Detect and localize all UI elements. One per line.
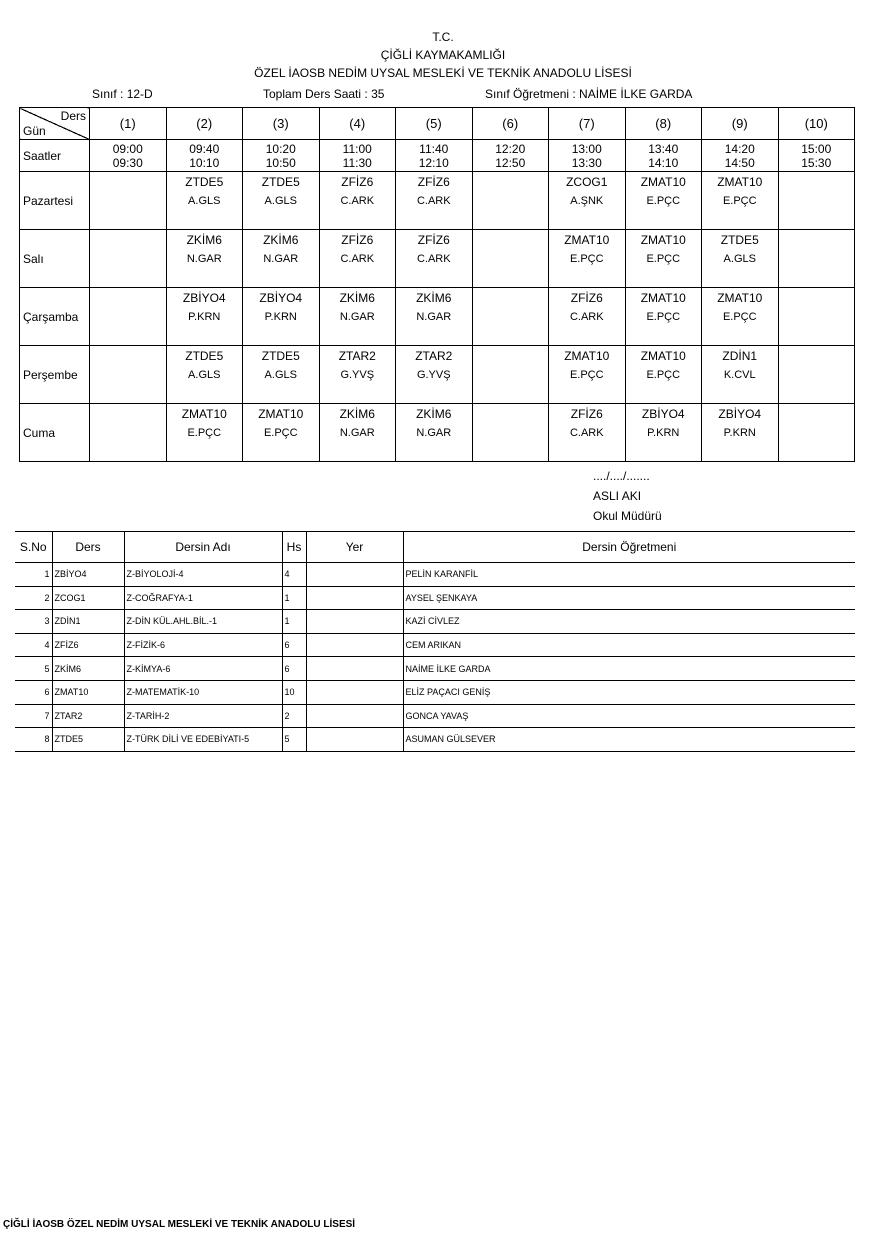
class-label: Sınıf : bbox=[92, 87, 124, 101]
times-row bbox=[20, 140, 855, 172]
lesson-code: ZTDE5 bbox=[185, 349, 224, 363]
course-cell: 1 bbox=[282, 586, 306, 610]
lesson-teacher: N.GAR bbox=[416, 427, 452, 439]
lesson-cell bbox=[166, 404, 243, 462]
course-cell: ZTDE5 bbox=[52, 728, 124, 752]
period-header: (9) bbox=[702, 108, 779, 140]
lesson-code: ZTDE5 bbox=[261, 175, 300, 189]
lesson-cell bbox=[90, 230, 167, 288]
course-cell: 3 bbox=[15, 610, 52, 634]
course-cell: 10 bbox=[282, 680, 306, 704]
day-name: Cuma bbox=[20, 404, 90, 462]
course-cell: ZKİM6 bbox=[52, 657, 124, 681]
lesson-cell bbox=[90, 404, 167, 462]
lesson-cell bbox=[625, 288, 702, 346]
lesson-cell bbox=[319, 230, 396, 288]
course-cell: 1 bbox=[282, 610, 306, 634]
course-cell: NAİME İLKE GARDA bbox=[403, 657, 855, 681]
lesson-teacher: C.ARK bbox=[569, 311, 604, 323]
lesson-code: ZFİZ6 bbox=[341, 175, 374, 189]
lesson-teacher: E.PÇC bbox=[569, 369, 604, 381]
lesson-code: ZMAT10 bbox=[640, 175, 686, 189]
lesson-cell bbox=[702, 404, 779, 462]
course-cell bbox=[306, 610, 403, 634]
lesson-cell bbox=[472, 346, 549, 404]
course-cell: 6 bbox=[282, 657, 306, 681]
time-start: 13:00 bbox=[571, 141, 602, 156]
lesson-teacher: E.PÇC bbox=[722, 195, 757, 207]
course-row bbox=[15, 563, 855, 587]
course-cell: Z-COĞRAFYA-1 bbox=[124, 586, 282, 610]
time-cell bbox=[625, 140, 702, 172]
lesson-cell bbox=[778, 346, 855, 404]
lesson-teacher: G.YVŞ bbox=[340, 369, 375, 381]
lesson-teacher: E.PÇC bbox=[646, 195, 681, 207]
lesson-cell bbox=[472, 288, 549, 346]
lesson-teacher: N.GAR bbox=[339, 311, 375, 323]
course-cell bbox=[306, 680, 403, 704]
course-list-table bbox=[15, 531, 855, 752]
lesson-cell bbox=[243, 288, 320, 346]
list-column-header: Dersin Öğretmeni bbox=[403, 532, 855, 563]
header-line-1: T.C. bbox=[432, 30, 454, 44]
period-header: (4) bbox=[319, 108, 396, 140]
period-header: (8) bbox=[625, 108, 702, 140]
lesson-code: ZFİZ6 bbox=[341, 233, 374, 247]
signature-date: ..../..../....... bbox=[593, 469, 650, 483]
lesson-teacher: P.KRN bbox=[264, 311, 297, 323]
lesson-teacher: A.GLS bbox=[264, 369, 297, 381]
lesson-cell bbox=[243, 230, 320, 288]
lesson-teacher: E.PÇC bbox=[722, 311, 757, 323]
time-end: 10:50 bbox=[265, 155, 296, 170]
class-value: 12-D bbox=[126, 87, 153, 101]
course-cell: ZTAR2 bbox=[52, 704, 124, 728]
lesson-cell bbox=[625, 404, 702, 462]
course-row bbox=[15, 633, 855, 657]
list-column-header: Ders bbox=[52, 532, 124, 563]
time-cell bbox=[472, 140, 549, 172]
lesson-cell bbox=[549, 288, 626, 346]
list-column-header: S.No bbox=[15, 532, 52, 563]
corner-ders-label: Ders bbox=[60, 109, 86, 123]
time-start: 14:20 bbox=[724, 141, 755, 156]
course-cell bbox=[306, 657, 403, 681]
lesson-teacher: C.ARK bbox=[569, 427, 604, 439]
lesson-teacher: A.GLS bbox=[188, 369, 221, 381]
course-cell: ZFİZ6 bbox=[52, 633, 124, 657]
time-end: 15:30 bbox=[801, 155, 832, 170]
course-cell: ZBİYO4 bbox=[52, 563, 124, 587]
time-cell bbox=[396, 140, 473, 172]
teacher-info bbox=[485, 87, 692, 101]
lesson-code: ZMAT10 bbox=[564, 349, 610, 363]
course-cell: ZMAT10 bbox=[52, 680, 124, 704]
lesson-code: ZTDE5 bbox=[185, 175, 224, 189]
lesson-code: ZCOG1 bbox=[566, 175, 608, 189]
course-cell bbox=[306, 563, 403, 587]
course-cell: 2 bbox=[15, 586, 52, 610]
lesson-teacher: C.ARK bbox=[416, 195, 451, 207]
lesson-cell bbox=[166, 172, 243, 230]
lesson-cell bbox=[243, 404, 320, 462]
header-school-name: ÖZEL İAOSB NEDİM UYSAL MESLEKİ VE TEKNİK ANADOLU LİSESİ bbox=[254, 66, 632, 80]
lesson-teacher: K.CVL bbox=[723, 369, 756, 381]
course-cell: Z-FİZİK-6 bbox=[124, 633, 282, 657]
course-cell: 6 bbox=[15, 680, 52, 704]
signature-name: ASLI AKI bbox=[593, 489, 642, 503]
times-label: Saatler bbox=[20, 140, 90, 172]
time-start: 13:40 bbox=[648, 141, 679, 156]
lesson-teacher: N.GAR bbox=[339, 427, 375, 439]
course-cell: 8 bbox=[15, 728, 52, 752]
footer-school-name: ÇİĞLİ İAOSB ÖZEL NEDİM UYSAL MESLEKİ VE TEKNİK ANADOLU LİSESİ bbox=[3, 1219, 356, 1230]
course-cell: Z-MATEMATİK-10 bbox=[124, 680, 282, 704]
lesson-cell bbox=[549, 404, 626, 462]
lesson-teacher: A.GLS bbox=[264, 195, 297, 207]
signature-title: Okul Müdürü bbox=[593, 509, 662, 523]
time-start: 11:00 bbox=[342, 141, 372, 156]
day-name: Çarşamba bbox=[20, 288, 90, 346]
lesson-code: ZBİYO4 bbox=[182, 291, 226, 305]
time-cell bbox=[319, 140, 396, 172]
lesson-cell bbox=[319, 172, 396, 230]
time-cell bbox=[702, 140, 779, 172]
lesson-cell bbox=[778, 404, 855, 462]
period-header: (3) bbox=[243, 108, 320, 140]
lesson-code: ZKİM6 bbox=[339, 291, 375, 305]
lesson-cell bbox=[396, 404, 473, 462]
lesson-cell bbox=[472, 404, 549, 462]
time-end: 14:50 bbox=[724, 155, 755, 170]
period-header: (5) bbox=[396, 108, 473, 140]
course-cell: 4 bbox=[282, 563, 306, 587]
lesson-cell bbox=[625, 172, 702, 230]
lesson-teacher: A.GLS bbox=[188, 195, 221, 207]
lesson-code: ZDİN1 bbox=[722, 349, 758, 363]
lesson-code: ZKİM6 bbox=[416, 291, 452, 305]
lesson-cell bbox=[625, 230, 702, 288]
day-row bbox=[20, 404, 855, 462]
lesson-code: ZMAT10 bbox=[258, 407, 304, 421]
period-header: (10) bbox=[778, 108, 855, 140]
lesson-cell bbox=[90, 172, 167, 230]
course-cell: Z-KİMYA-6 bbox=[124, 657, 282, 681]
lesson-code: ZFİZ6 bbox=[417, 233, 450, 247]
time-start: 09:00 bbox=[112, 141, 143, 156]
lesson-cell bbox=[90, 346, 167, 404]
day-row bbox=[20, 346, 855, 404]
lesson-teacher: P.KRN bbox=[723, 427, 756, 439]
lesson-teacher: E.PÇC bbox=[263, 427, 298, 439]
lesson-teacher: P.KRN bbox=[188, 311, 221, 323]
lesson-code: ZFİZ6 bbox=[570, 291, 603, 305]
lesson-code: ZMAT10 bbox=[640, 233, 686, 247]
course-row bbox=[15, 586, 855, 610]
lesson-cell bbox=[778, 230, 855, 288]
lesson-cell bbox=[243, 172, 320, 230]
header-line-2: ÇİĞLİ KAYMAKAMLIĞI bbox=[380, 48, 506, 62]
course-cell: Z-TARİH-2 bbox=[124, 704, 282, 728]
hours-info bbox=[263, 87, 384, 101]
lesson-code: ZMAT10 bbox=[640, 349, 686, 363]
course-cell: PELİN KARANFİL bbox=[403, 563, 855, 587]
day-name: Pazartesi bbox=[20, 172, 90, 230]
lesson-code: ZTDE5 bbox=[720, 233, 759, 247]
lesson-teacher: E.PÇC bbox=[646, 253, 681, 265]
list-column-header: Hs bbox=[282, 532, 306, 563]
course-cell: KAZİ CİVLEZ bbox=[403, 610, 855, 634]
course-cell: 2 bbox=[282, 704, 306, 728]
course-row bbox=[15, 728, 855, 752]
course-cell: 7 bbox=[15, 704, 52, 728]
corner-gun-label: Gün bbox=[23, 124, 46, 138]
lesson-teacher: E.PÇC bbox=[569, 253, 604, 265]
lesson-teacher: N.GAR bbox=[416, 311, 452, 323]
lesson-teacher: C.ARK bbox=[416, 253, 451, 265]
course-cell bbox=[306, 586, 403, 610]
day-name: Salı bbox=[20, 230, 90, 288]
time-cell bbox=[90, 140, 167, 172]
day-row bbox=[20, 230, 855, 288]
lesson-cell bbox=[166, 288, 243, 346]
lesson-cell bbox=[319, 404, 396, 462]
lesson-code: ZMAT10 bbox=[717, 291, 763, 305]
lesson-teacher: A.ŞNK bbox=[570, 195, 604, 207]
course-cell: ZDİN1 bbox=[52, 610, 124, 634]
day-row bbox=[20, 172, 855, 230]
lesson-cell bbox=[319, 346, 396, 404]
time-end: 12:50 bbox=[495, 155, 526, 170]
lesson-code: ZBİYO4 bbox=[259, 291, 303, 305]
course-cell bbox=[306, 704, 403, 728]
lesson-code: ZFİZ6 bbox=[570, 407, 603, 421]
lesson-cell bbox=[625, 346, 702, 404]
lesson-code: ZBİYO4 bbox=[718, 407, 762, 421]
day-name: Perşembe bbox=[20, 346, 90, 404]
lesson-code: ZKİM6 bbox=[339, 407, 375, 421]
weekly-schedule-table bbox=[19, 107, 855, 462]
course-cell: GONCA YAVAŞ bbox=[403, 704, 855, 728]
lesson-cell bbox=[166, 346, 243, 404]
lesson-cell bbox=[472, 230, 549, 288]
hours-label: Toplam Ders Saati : bbox=[263, 87, 368, 101]
period-header: (6) bbox=[472, 108, 549, 140]
time-start: 12:20 bbox=[495, 141, 526, 156]
lesson-code: ZTAR2 bbox=[338, 349, 376, 363]
lesson-code: ZKİM6 bbox=[263, 233, 299, 247]
lesson-teacher: G.YVŞ bbox=[416, 369, 451, 381]
lesson-cell bbox=[549, 346, 626, 404]
class-info bbox=[92, 87, 153, 101]
time-end: 14:10 bbox=[648, 155, 679, 170]
time-cell bbox=[549, 140, 626, 172]
course-cell: 5 bbox=[282, 728, 306, 752]
lesson-teacher: E.PÇC bbox=[646, 311, 681, 323]
list-column-header: Yer bbox=[306, 532, 403, 563]
course-cell bbox=[306, 633, 403, 657]
course-cell: 5 bbox=[15, 657, 52, 681]
time-end: 11:30 bbox=[342, 155, 372, 170]
course-cell: Z-TÜRK DİLİ VE EDEBİYATI-5 bbox=[124, 728, 282, 752]
lesson-teacher: E.PÇC bbox=[187, 427, 222, 439]
lesson-cell bbox=[166, 230, 243, 288]
list-column-header: Dersin Adı bbox=[124, 532, 282, 563]
lesson-code: ZBİYO4 bbox=[641, 407, 685, 421]
time-end: 09:30 bbox=[112, 155, 143, 170]
period-header: (2) bbox=[166, 108, 243, 140]
period-header: (1) bbox=[90, 108, 167, 140]
lesson-cell bbox=[702, 346, 779, 404]
lesson-cell bbox=[243, 346, 320, 404]
lesson-teacher: E.PÇC bbox=[646, 369, 681, 381]
lesson-code: ZMAT10 bbox=[181, 407, 227, 421]
course-cell: ZCOG1 bbox=[52, 586, 124, 610]
schedule-header-row bbox=[20, 108, 855, 140]
lesson-code: ZMAT10 bbox=[717, 175, 763, 189]
lesson-cell bbox=[396, 288, 473, 346]
time-end: 12:10 bbox=[418, 155, 449, 170]
lesson-cell bbox=[549, 230, 626, 288]
lesson-cell bbox=[396, 172, 473, 230]
time-end: 10:10 bbox=[189, 155, 220, 170]
lesson-cell bbox=[778, 172, 855, 230]
lesson-teacher: C.ARK bbox=[340, 253, 375, 265]
course-row bbox=[15, 610, 855, 634]
lesson-code: ZKİM6 bbox=[186, 233, 222, 247]
lesson-code: ZMAT10 bbox=[640, 291, 686, 305]
lesson-cell bbox=[319, 288, 396, 346]
lesson-teacher: N.GAR bbox=[263, 253, 299, 265]
lesson-cell bbox=[778, 288, 855, 346]
course-cell: Z-DİN KÜL.AHL.BİL.-1 bbox=[124, 610, 282, 634]
time-start: 15:00 bbox=[801, 141, 832, 156]
time-cell bbox=[778, 140, 855, 172]
lesson-cell bbox=[472, 172, 549, 230]
course-row bbox=[15, 657, 855, 681]
lesson-code: ZTDE5 bbox=[261, 349, 300, 363]
lesson-cell bbox=[702, 172, 779, 230]
course-cell: 4 bbox=[15, 633, 52, 657]
lesson-cell bbox=[702, 230, 779, 288]
course-row bbox=[15, 704, 855, 728]
period-header: (7) bbox=[549, 108, 626, 140]
course-cell: 1 bbox=[15, 563, 52, 587]
course-cell: AYSEL ŞENKAYA bbox=[403, 586, 855, 610]
time-end: 13:30 bbox=[571, 155, 602, 170]
time-cell bbox=[243, 140, 320, 172]
course-cell: ELİZ PAÇACI GENİŞ bbox=[403, 680, 855, 704]
lesson-code: ZTAR2 bbox=[415, 349, 453, 363]
course-cell: 6 bbox=[282, 633, 306, 657]
lesson-cell bbox=[396, 346, 473, 404]
corner-cell bbox=[20, 108, 90, 140]
teacher-label: Sınıf Öğretmeni : bbox=[485, 87, 576, 101]
lesson-code: ZMAT10 bbox=[564, 233, 610, 247]
time-start: 09:40 bbox=[189, 141, 220, 156]
lesson-teacher: N.GAR bbox=[186, 253, 222, 265]
lesson-cell bbox=[549, 172, 626, 230]
time-start: 10:20 bbox=[265, 141, 296, 156]
lesson-teacher: P.KRN bbox=[647, 427, 680, 439]
day-row bbox=[20, 288, 855, 346]
lesson-code: ZKİM6 bbox=[416, 407, 452, 421]
course-row bbox=[15, 680, 855, 704]
lesson-cell bbox=[396, 230, 473, 288]
course-cell: CEM ARIKAN bbox=[403, 633, 855, 657]
time-cell bbox=[166, 140, 243, 172]
lesson-cell bbox=[702, 288, 779, 346]
time-start: 11:40 bbox=[419, 141, 449, 156]
lesson-cell bbox=[90, 288, 167, 346]
lesson-teacher: C.ARK bbox=[340, 195, 375, 207]
course-cell bbox=[306, 728, 403, 752]
hours-value: 35 bbox=[371, 87, 385, 101]
course-cell: Z-BİYOLOJİ-4 bbox=[124, 563, 282, 587]
course-cell: ASUMAN GÜLSEVER bbox=[403, 728, 855, 752]
lesson-code: ZFİZ6 bbox=[417, 175, 450, 189]
lesson-teacher: A.GLS bbox=[723, 253, 756, 265]
teacher-value: NAİME İLKE GARDA bbox=[579, 87, 693, 101]
